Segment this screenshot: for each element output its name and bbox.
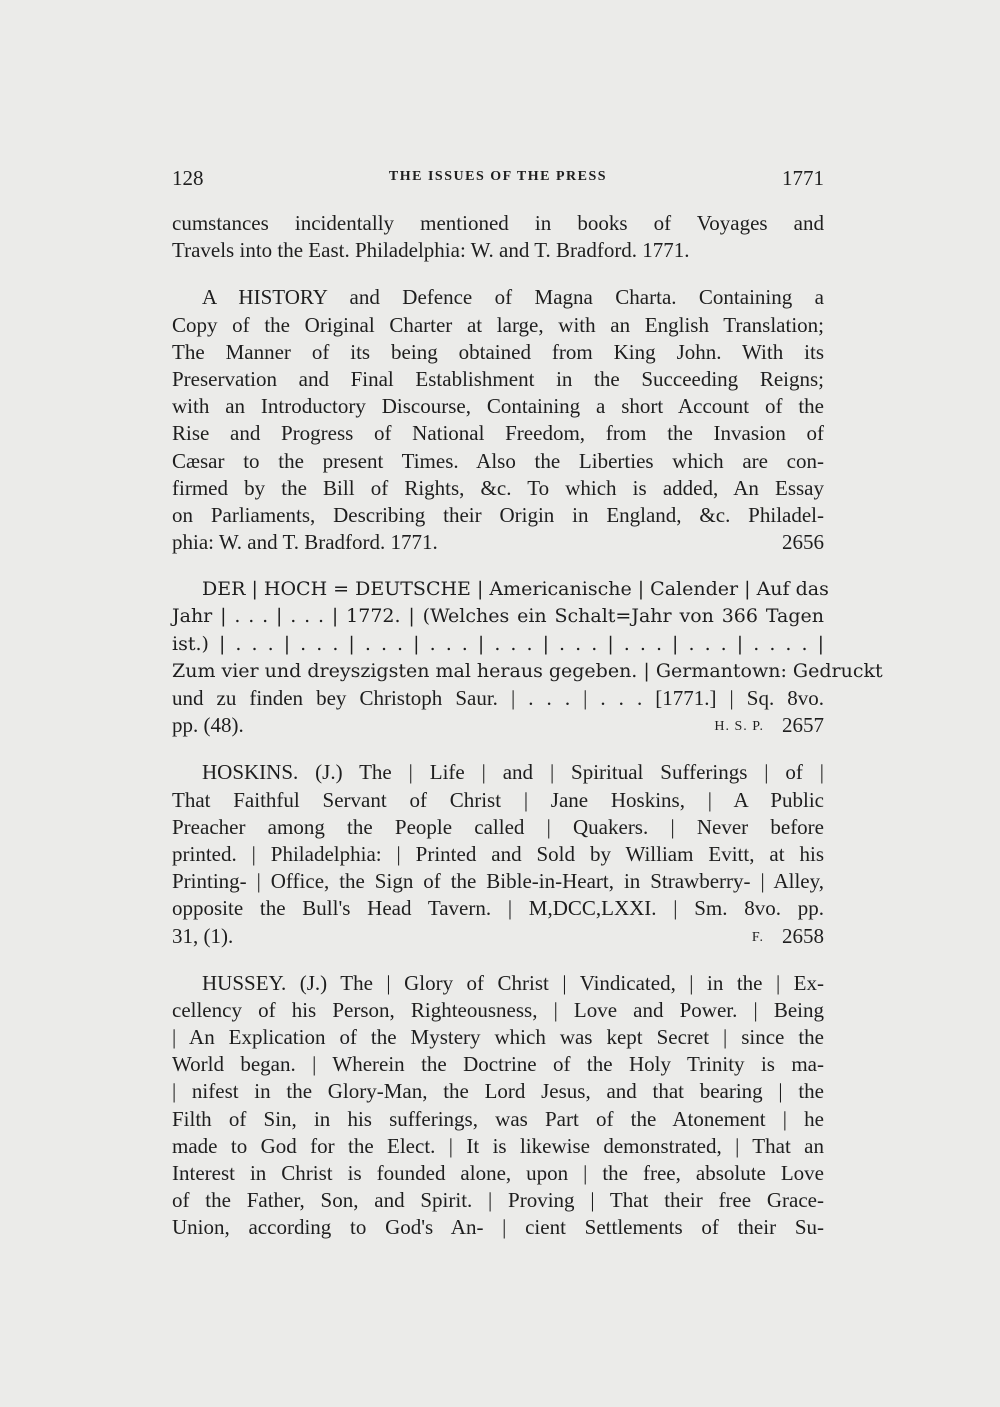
entry-2657 xyxy=(172,576,883,739)
entry-2658 xyxy=(172,759,824,949)
entry-line: Rise and Progress of National Freedom, from the Invasion of xyxy=(172,421,824,446)
entry-line: HOSKINS. (J.) The | Life | and | Spiritual Sufferings | of | xyxy=(202,760,824,785)
entry-number: 2656 xyxy=(782,530,824,555)
entry-line: with an Introductory Discourse, Containing a short Account of the xyxy=(172,394,824,419)
page-header xyxy=(172,166,824,196)
entry-2656 xyxy=(172,284,824,556)
entry-last-line xyxy=(172,923,824,950)
entry-line-text: pp. (48). xyxy=(172,713,244,738)
entry-line: made to God for the Elect. | It is likewise demonstrated, | That an xyxy=(172,1133,824,1158)
entry-line: A HISTORY and Defence of Magna Charta. Containing a xyxy=(202,285,824,310)
entry-line: Preservation and Final Establishment in the Succeeding Reigns; xyxy=(172,366,824,391)
entry-line: That Faithful Servant of Christ | Jane Hoskins, | A Public xyxy=(172,787,824,812)
entry-line: opposite the Bull's Head Tavern. | M,DCC,LXXI. | Sm. 8vo. pp. xyxy=(172,896,824,921)
entry-line: und zu finden bey Christoph Saur. | . . . | . . . [1771.] | Sq. 8vo. xyxy=(172,686,824,710)
entry-line: ist.) | . . . | . . . | . . . | . . . | . . . | . . . | . . . | . . . | . . . . | xyxy=(172,632,824,655)
library-location: F. xyxy=(751,929,764,945)
entry-line: Preacher among the People called | Quakers. | Never before xyxy=(172,814,824,839)
entry-line: The Manner of its being obtained from King John. With its xyxy=(172,339,824,364)
entry-line: printed. | Philadelphia: | Printed and Sold by William Evitt, at his xyxy=(172,841,824,866)
entry-last-line xyxy=(172,529,824,556)
entry-line: DER | HOCH = DEUTSCHE | Americanische | Calender | Auf das xyxy=(202,578,829,601)
running-title: THE ISSUES OF THE PRESS xyxy=(388,169,608,184)
entry-line: Filth of Sin, in his sufferings, was Part of the Atonement | he xyxy=(172,1106,824,1131)
entry-line: World began. | Wherein the Doctrine of the Holy Trinity is ma- xyxy=(172,1052,824,1077)
entry-hussey xyxy=(172,970,824,1242)
page-number: 128 xyxy=(172,166,204,190)
header-year: 1771 xyxy=(782,166,824,190)
entry-line-text: phia: W. and T. Bradford. 1771. xyxy=(172,530,438,555)
entry-line-text: 31, (1). xyxy=(172,923,234,948)
entry-line: of the Father, Son, and Spirit. | Proving | That their free Grace- xyxy=(172,1188,824,1213)
entry-line: cumstances incidentally mentioned in books of Voyages and xyxy=(172,211,824,235)
entry-line: Interest in Christ is founded alone, upon | the free, absolute Love xyxy=(172,1161,824,1185)
entry-continuation xyxy=(172,210,824,264)
entry-line: on Parliaments, Describing their Origin in England, &c. Philadel- xyxy=(172,502,824,527)
entry-line: Union, according to God's An- | cient Settlements of their Su- xyxy=(172,1215,824,1240)
entry-line: cellency of his Person, Righteousness, | Love and Power. | Being xyxy=(172,997,824,1022)
entry-line: | An Explication of the Mystery which was kept Secret | since the xyxy=(172,1025,824,1050)
entry-line: firmed by the Bill of Rights, &c. To which is added, An Essay xyxy=(172,475,824,500)
entry-number: 2657 xyxy=(782,713,824,738)
entry-last-line xyxy=(172,712,824,739)
entry-line: Jahr | . . . | . . . | 1772. | (Welches ein Schalt=Jahr von 366 Tagen xyxy=(172,605,824,628)
entry-number: 2658 xyxy=(782,923,824,948)
entry-line: Travels into the East. Philadelphia: W. and T. Bradford. 1771. xyxy=(172,238,690,263)
page-body xyxy=(172,210,883,1262)
entry-line: Printing- | Office, the Sign of the Bible-in-Heart, in Strawberry- | Alley, xyxy=(172,869,824,894)
entry-line: HUSSEY. (J.) The | Glory of Christ | Vindicated, | in the | Ex- xyxy=(202,970,824,995)
entry-line: Cæsar to the present Times. Also the Liberties which are con- xyxy=(172,448,824,473)
entry-line: Zum vier und dreyszigsten mal heraus gegeben. | Germantown: Gedruckt xyxy=(172,659,883,682)
entry-line: Copy of the Original Charter at large, with an English Translation; xyxy=(172,312,824,337)
entry-line: | nifest in the Glory-Man, the Lord Jesus, and that bearing | the xyxy=(172,1079,824,1104)
library-location: H. S. P. xyxy=(714,719,764,735)
